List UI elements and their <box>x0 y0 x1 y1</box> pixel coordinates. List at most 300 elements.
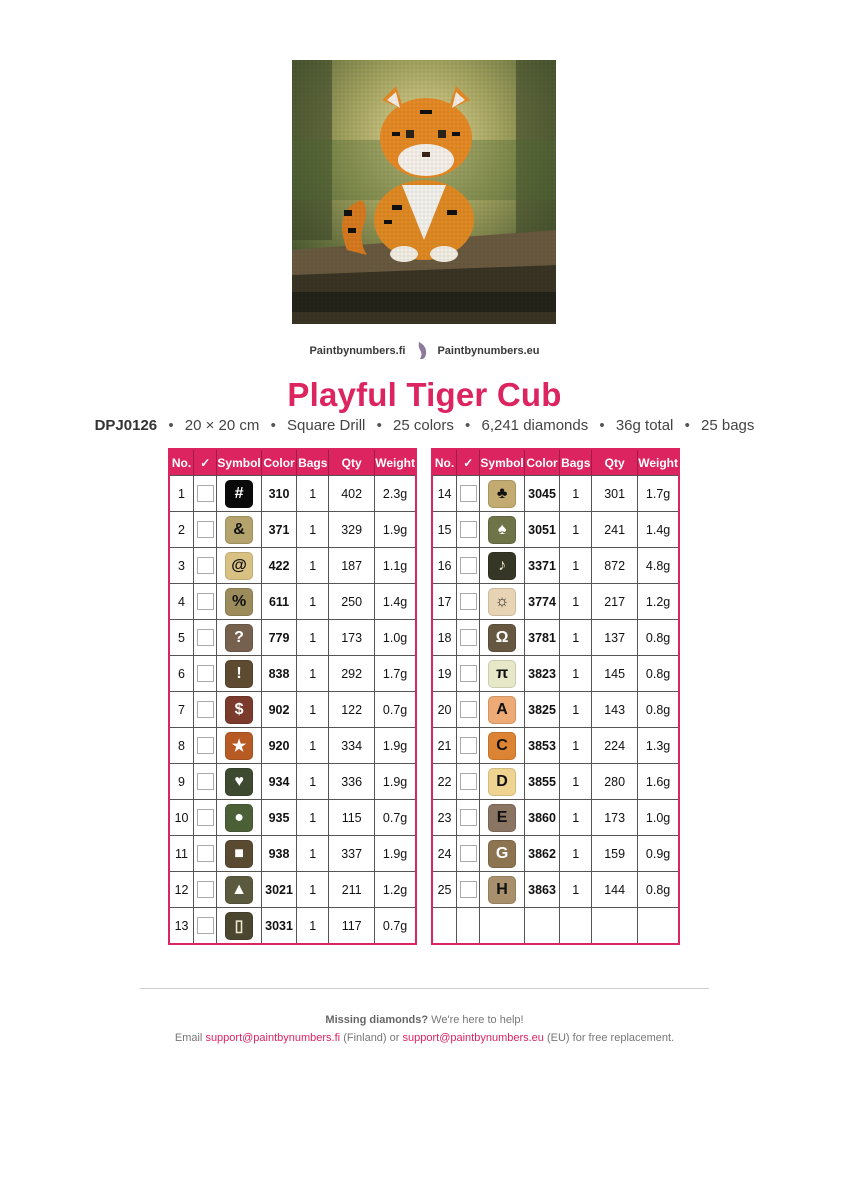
diamond-qty: 217 <box>592 584 638 620</box>
row-number: 1 <box>169 476 194 512</box>
header-weight: Weight <box>638 449 679 476</box>
symbol-swatch-icon: ? <box>225 624 253 652</box>
diamond-qty: 122 <box>329 692 375 728</box>
symbol-cell <box>480 872 524 908</box>
diamond-qty: 337 <box>329 836 375 872</box>
row-checkbox-cell <box>194 656 217 692</box>
row-number: 7 <box>169 692 194 728</box>
weight: 1.4g <box>638 512 679 548</box>
weight: 4.8g <box>638 548 679 584</box>
symbol-cell <box>217 764 261 800</box>
product-code: DPJ0126 <box>94 417 158 434</box>
row-checkbox-cell <box>194 908 217 945</box>
weight: 1.6g <box>638 764 679 800</box>
color-code: 3853 <box>524 728 560 764</box>
color-code: 3051 <box>524 512 560 548</box>
footer-help-text: We're here to help! <box>431 1014 524 1026</box>
bags-count: 1 <box>297 512 329 548</box>
symbol-cell <box>480 908 524 945</box>
bags-count: 1 <box>297 728 329 764</box>
bags-count: 1 <box>297 692 329 728</box>
row-number: 18 <box>432 620 457 656</box>
color-code: 935 <box>261 800 297 836</box>
symbol-swatch-icon: ! <box>225 660 253 688</box>
symbol-cell <box>480 764 524 800</box>
symbol-cell <box>217 584 261 620</box>
table-row <box>169 728 416 764</box>
bags-count: 1 <box>560 836 592 872</box>
row-checkbox-cell <box>457 728 480 764</box>
color-code: 934 <box>261 764 297 800</box>
bags-count: 1 <box>560 620 592 656</box>
row-number: 9 <box>169 764 194 800</box>
row-checkbox[interactable] <box>197 701 214 718</box>
diamond-qty: 173 <box>592 800 638 836</box>
table-row <box>169 692 416 728</box>
symbol-cell <box>217 656 261 692</box>
bags-count: 1 <box>297 872 329 908</box>
row-checkbox-cell <box>194 584 217 620</box>
weight: 1.2g <box>375 872 416 908</box>
table-row <box>169 548 416 584</box>
row-checkbox[interactable] <box>197 845 214 862</box>
header-qty: Qty <box>329 449 375 476</box>
color-code: 779 <box>261 620 297 656</box>
row-checkbox[interactable] <box>460 521 477 538</box>
footer-contact-line <box>0 1032 849 1044</box>
symbol-cell <box>217 476 261 512</box>
row-number: 11 <box>169 836 194 872</box>
weight: 0.7g <box>375 908 416 945</box>
table-row <box>432 728 679 764</box>
color-code: 422 <box>261 548 297 584</box>
symbol-swatch-icon: E <box>488 804 516 832</box>
footer-help-bold: Missing diamonds? <box>325 1014 429 1026</box>
row-number: 2 <box>169 512 194 548</box>
table-row <box>432 872 679 908</box>
row-checkbox[interactable] <box>460 593 477 610</box>
table-row <box>169 908 416 945</box>
header-no: No. <box>432 449 457 476</box>
email-link-fi[interactable]: support@paintbynumbers.fi <box>205 1032 341 1044</box>
paint-drop-icon <box>415 342 427 360</box>
table-row <box>432 836 679 872</box>
row-checkbox[interactable] <box>460 701 477 718</box>
table-row <box>432 908 679 945</box>
weight: 1.1g <box>375 548 416 584</box>
meta-drill: Square Drill <box>287 417 366 434</box>
tiger-cub-image <box>292 60 556 324</box>
symbol-cell <box>480 512 524 548</box>
weight: 1.9g <box>375 764 416 800</box>
symbol-swatch-icon: $ <box>225 696 253 724</box>
color-code: 3825 <box>524 692 560 728</box>
diamond-qty: 115 <box>329 800 375 836</box>
color-code: 3781 <box>524 620 560 656</box>
symbol-cell <box>480 728 524 764</box>
symbol-swatch-icon: ♪ <box>488 552 516 580</box>
symbol-swatch-icon: ☼ <box>488 588 516 616</box>
symbol-swatch-icon: @ <box>225 552 253 580</box>
bags-count: 1 <box>560 476 592 512</box>
weight: 0.7g <box>375 692 416 728</box>
weight: 0.8g <box>638 656 679 692</box>
row-number: 3 <box>169 548 194 584</box>
header-bags: Bags <box>560 449 592 476</box>
bags-count: 1 <box>560 800 592 836</box>
weight: 1.9g <box>375 512 416 548</box>
bags-count: 1 <box>297 620 329 656</box>
header-symbol: Symbol <box>217 449 261 476</box>
symbol-cell <box>217 548 261 584</box>
table-row <box>432 476 679 512</box>
symbol-cell <box>480 656 524 692</box>
diamond-qty: 137 <box>592 620 638 656</box>
row-checkbox-cell <box>457 836 480 872</box>
diamond-qty: 159 <box>592 836 638 872</box>
color-code: 611 <box>261 584 297 620</box>
row-checkbox[interactable] <box>197 557 214 574</box>
symbol-cell <box>480 548 524 584</box>
diamond-qty: 292 <box>329 656 375 692</box>
color-table-left <box>168 448 417 945</box>
separator: • <box>168 417 174 434</box>
symbol-cell <box>217 836 261 872</box>
table-row <box>432 692 679 728</box>
symbol-swatch-icon: ♣ <box>488 480 516 508</box>
header-no: No. <box>169 449 194 476</box>
diamond-qty: 334 <box>329 728 375 764</box>
brand-fi: Paintbynumbers.fi <box>309 345 406 357</box>
email-link-eu[interactable]: support@paintbynumbers.eu <box>402 1032 544 1044</box>
bags-count: 1 <box>297 584 329 620</box>
row-checkbox-cell <box>194 728 217 764</box>
symbol-cell <box>480 584 524 620</box>
table-header-row <box>169 449 416 476</box>
bags-count: 1 <box>297 836 329 872</box>
row-number: 6 <box>169 656 194 692</box>
row-number: 21 <box>432 728 457 764</box>
diamond-qty: 117 <box>329 908 375 945</box>
symbol-swatch-icon: ● <box>225 804 253 832</box>
weight: 1.2g <box>638 584 679 620</box>
symbol-swatch-icon: ■ <box>225 840 253 868</box>
row-number: 10 <box>169 800 194 836</box>
diamond-qty <box>592 908 638 945</box>
meta-weight: 36g total <box>615 417 674 434</box>
diamond-qty: 402 <box>329 476 375 512</box>
color-table-right <box>431 448 680 945</box>
row-checkbox-cell <box>194 620 217 656</box>
meta-bags: 25 bags <box>701 417 755 434</box>
table-row <box>432 800 679 836</box>
separator: • <box>376 417 382 434</box>
diamond-qty: 187 <box>329 548 375 584</box>
row-checkbox[interactable] <box>197 773 214 790</box>
table-row <box>169 584 416 620</box>
row-number: 20 <box>432 692 457 728</box>
symbol-swatch-icon: ♠ <box>488 516 516 544</box>
row-checkbox[interactable] <box>460 737 477 754</box>
footer-email-prefix: Email <box>174 1032 203 1044</box>
color-code: 3855 <box>524 764 560 800</box>
row-checkbox[interactable] <box>197 629 214 646</box>
row-number: 24 <box>432 836 457 872</box>
row-checkbox[interactable] <box>197 593 214 610</box>
bags-count: 1 <box>297 908 329 945</box>
row-checkbox[interactable] <box>460 629 477 646</box>
symbol-cell <box>217 800 261 836</box>
row-checkbox-cell <box>457 548 480 584</box>
row-checkbox[interactable] <box>197 737 214 754</box>
weight <box>638 908 679 945</box>
row-number: 15 <box>432 512 457 548</box>
row-number: 5 <box>169 620 194 656</box>
meta-size: 20 × 20 cm <box>184 417 260 434</box>
bags-count: 1 <box>297 764 329 800</box>
separator: • <box>270 417 276 434</box>
table-row <box>432 620 679 656</box>
header-color: Color <box>261 449 297 476</box>
row-checkbox-cell <box>194 872 217 908</box>
weight: 1.7g <box>638 476 679 512</box>
table-row <box>169 836 416 872</box>
diamond-qty: 173 <box>329 620 375 656</box>
row-checkbox-cell <box>457 656 480 692</box>
meta-colors: 25 colors <box>393 417 454 434</box>
brand-eu: Paintbynumbers.eu <box>437 345 540 357</box>
row-checkbox-cell <box>457 692 480 728</box>
symbol-swatch-icon: & <box>225 516 253 544</box>
weight: 0.9g <box>638 836 679 872</box>
symbol-cell <box>217 512 261 548</box>
symbol-cell <box>480 476 524 512</box>
footer-fi-label: (Finland) or <box>343 1032 400 1044</box>
color-code: 3823 <box>524 656 560 692</box>
table-row <box>432 512 679 548</box>
color-code: 3860 <box>524 800 560 836</box>
bags-count: 1 <box>560 764 592 800</box>
weight: 0.8g <box>638 692 679 728</box>
color-code: 3031 <box>261 908 297 945</box>
bags-count: 1 <box>560 728 592 764</box>
row-checkbox[interactable] <box>460 665 477 682</box>
weight: 1.0g <box>638 800 679 836</box>
row-checkbox-cell <box>194 764 217 800</box>
table-row <box>432 656 679 692</box>
header-check: ✓ <box>457 449 480 476</box>
row-checkbox[interactable] <box>460 485 477 502</box>
symbol-cell <box>217 872 261 908</box>
color-code: 938 <box>261 836 297 872</box>
row-checkbox-cell <box>194 692 217 728</box>
row-number: 23 <box>432 800 457 836</box>
bags-count: 1 <box>297 476 329 512</box>
separator: • <box>465 417 471 434</box>
diamond-qty: 211 <box>329 872 375 908</box>
symbol-cell <box>480 692 524 728</box>
color-code: 371 <box>261 512 297 548</box>
row-number: 8 <box>169 728 194 764</box>
row-number: 13 <box>169 908 194 945</box>
row-number: 22 <box>432 764 457 800</box>
diamond-qty: 301 <box>592 476 638 512</box>
diamond-qty: 143 <box>592 692 638 728</box>
brand-row <box>0 340 849 362</box>
weight: 1.9g <box>375 728 416 764</box>
symbol-swatch-icon: π <box>488 660 516 688</box>
symbol-swatch-icon: D <box>488 768 516 796</box>
header-check: ✓ <box>194 449 217 476</box>
symbol-swatch-icon: Ω <box>488 624 516 652</box>
row-checkbox[interactable] <box>460 845 477 862</box>
separator: • <box>599 417 605 434</box>
table-row <box>169 620 416 656</box>
row-checkbox[interactable] <box>197 665 214 682</box>
symbol-cell <box>217 728 261 764</box>
weight: 1.0g <box>375 620 416 656</box>
symbol-swatch-icon: G <box>488 840 516 868</box>
bags-count: 1 <box>297 800 329 836</box>
table-row <box>169 764 416 800</box>
bags-count: 1 <box>297 548 329 584</box>
table-row <box>169 872 416 908</box>
diamond-qty: 224 <box>592 728 638 764</box>
symbol-swatch-icon: H <box>488 876 516 904</box>
diamond-qty: 241 <box>592 512 638 548</box>
symbol-swatch-icon: # <box>225 480 253 508</box>
row-number: 12 <box>169 872 194 908</box>
row-checkbox[interactable] <box>460 557 477 574</box>
diamond-qty: 329 <box>329 512 375 548</box>
row-checkbox-cell <box>457 908 480 945</box>
diamond-qty: 144 <box>592 872 638 908</box>
row-checkbox-cell <box>194 476 217 512</box>
color-code: 838 <box>261 656 297 692</box>
header-symbol: Symbol <box>480 449 524 476</box>
table-header-row <box>432 449 679 476</box>
weight: 1.7g <box>375 656 416 692</box>
bags-count: 1 <box>297 656 329 692</box>
row-checkbox[interactable] <box>197 881 214 898</box>
weight: 1.9g <box>375 836 416 872</box>
weight: 0.8g <box>638 620 679 656</box>
meta-diamonds: 6,241 diamonds <box>481 417 589 434</box>
table-row <box>432 764 679 800</box>
color-code <box>524 908 560 945</box>
symbol-swatch-icon: ♥ <box>225 768 253 796</box>
symbol-swatch-icon: ▯ <box>225 912 253 940</box>
row-checkbox-cell <box>457 620 480 656</box>
table-row <box>169 512 416 548</box>
row-checkbox-cell <box>194 800 217 836</box>
diamond-qty: 280 <box>592 764 638 800</box>
symbol-swatch-icon: ★ <box>225 732 253 760</box>
table-row <box>169 800 416 836</box>
symbol-cell <box>480 836 524 872</box>
weight: 1.3g <box>638 728 679 764</box>
table-row <box>169 656 416 692</box>
color-code: 3774 <box>524 584 560 620</box>
symbol-cell <box>217 908 261 945</box>
weight: 2.3g <box>375 476 416 512</box>
row-checkbox-cell <box>457 584 480 620</box>
row-checkbox[interactable] <box>197 485 214 502</box>
row-number: 25 <box>432 872 457 908</box>
color-code: 3863 <box>524 872 560 908</box>
row-number <box>432 908 457 945</box>
color-code: 920 <box>261 728 297 764</box>
row-checkbox-cell <box>457 476 480 512</box>
row-checkbox[interactable] <box>197 917 214 934</box>
separator: • <box>684 417 690 434</box>
row-number: 19 <box>432 656 457 692</box>
row-number: 14 <box>432 476 457 512</box>
color-code: 902 <box>261 692 297 728</box>
bags-count: 1 <box>560 548 592 584</box>
header-qty: Qty <box>592 449 638 476</box>
symbol-swatch-icon: C <box>488 732 516 760</box>
header-color: Color <box>524 449 560 476</box>
symbol-cell <box>217 620 261 656</box>
symbol-cell <box>480 800 524 836</box>
symbol-swatch-icon: A <box>488 696 516 724</box>
row-checkbox[interactable] <box>460 881 477 898</box>
diamond-qty: 872 <box>592 548 638 584</box>
bags-count: 1 <box>560 584 592 620</box>
row-number: 16 <box>432 548 457 584</box>
weight: 1.4g <box>375 584 416 620</box>
table-row <box>169 476 416 512</box>
row-number: 17 <box>432 584 457 620</box>
diamond-qty: 250 <box>329 584 375 620</box>
footer-divider <box>140 988 709 989</box>
bags-count: 1 <box>560 656 592 692</box>
bags-count <box>560 908 592 945</box>
color-code: 3862 <box>524 836 560 872</box>
row-checkbox-cell <box>457 872 480 908</box>
weight: 0.7g <box>375 800 416 836</box>
color-code: 310 <box>261 476 297 512</box>
bags-count: 1 <box>560 512 592 548</box>
weight: 0.8g <box>638 872 679 908</box>
color-code: 3371 <box>524 548 560 584</box>
diamond-qty: 336 <box>329 764 375 800</box>
product-meta <box>0 417 849 434</box>
header-bags: Bags <box>297 449 329 476</box>
symbol-cell <box>480 620 524 656</box>
row-checkbox-cell <box>194 836 217 872</box>
symbol-swatch-icon: ▲ <box>225 876 253 904</box>
footer-eu-label: (EU) for free replacement. <box>546 1032 675 1044</box>
row-checkbox-cell <box>457 764 480 800</box>
symbol-swatch-icon: % <box>225 588 253 616</box>
row-checkbox[interactable] <box>197 521 214 538</box>
row-number: 4 <box>169 584 194 620</box>
symbol-cell <box>217 692 261 728</box>
row-checkbox-cell <box>194 512 217 548</box>
row-checkbox[interactable] <box>197 809 214 826</box>
color-code: 3045 <box>524 476 560 512</box>
row-checkbox[interactable] <box>460 773 477 790</box>
row-checkbox-cell <box>457 800 480 836</box>
row-checkbox-cell <box>194 548 217 584</box>
table-row <box>432 584 679 620</box>
row-checkbox-cell <box>457 512 480 548</box>
footer-help-line <box>0 1014 849 1026</box>
row-checkbox[interactable] <box>460 809 477 826</box>
page-title: Playful Tiger Cub <box>287 376 562 413</box>
